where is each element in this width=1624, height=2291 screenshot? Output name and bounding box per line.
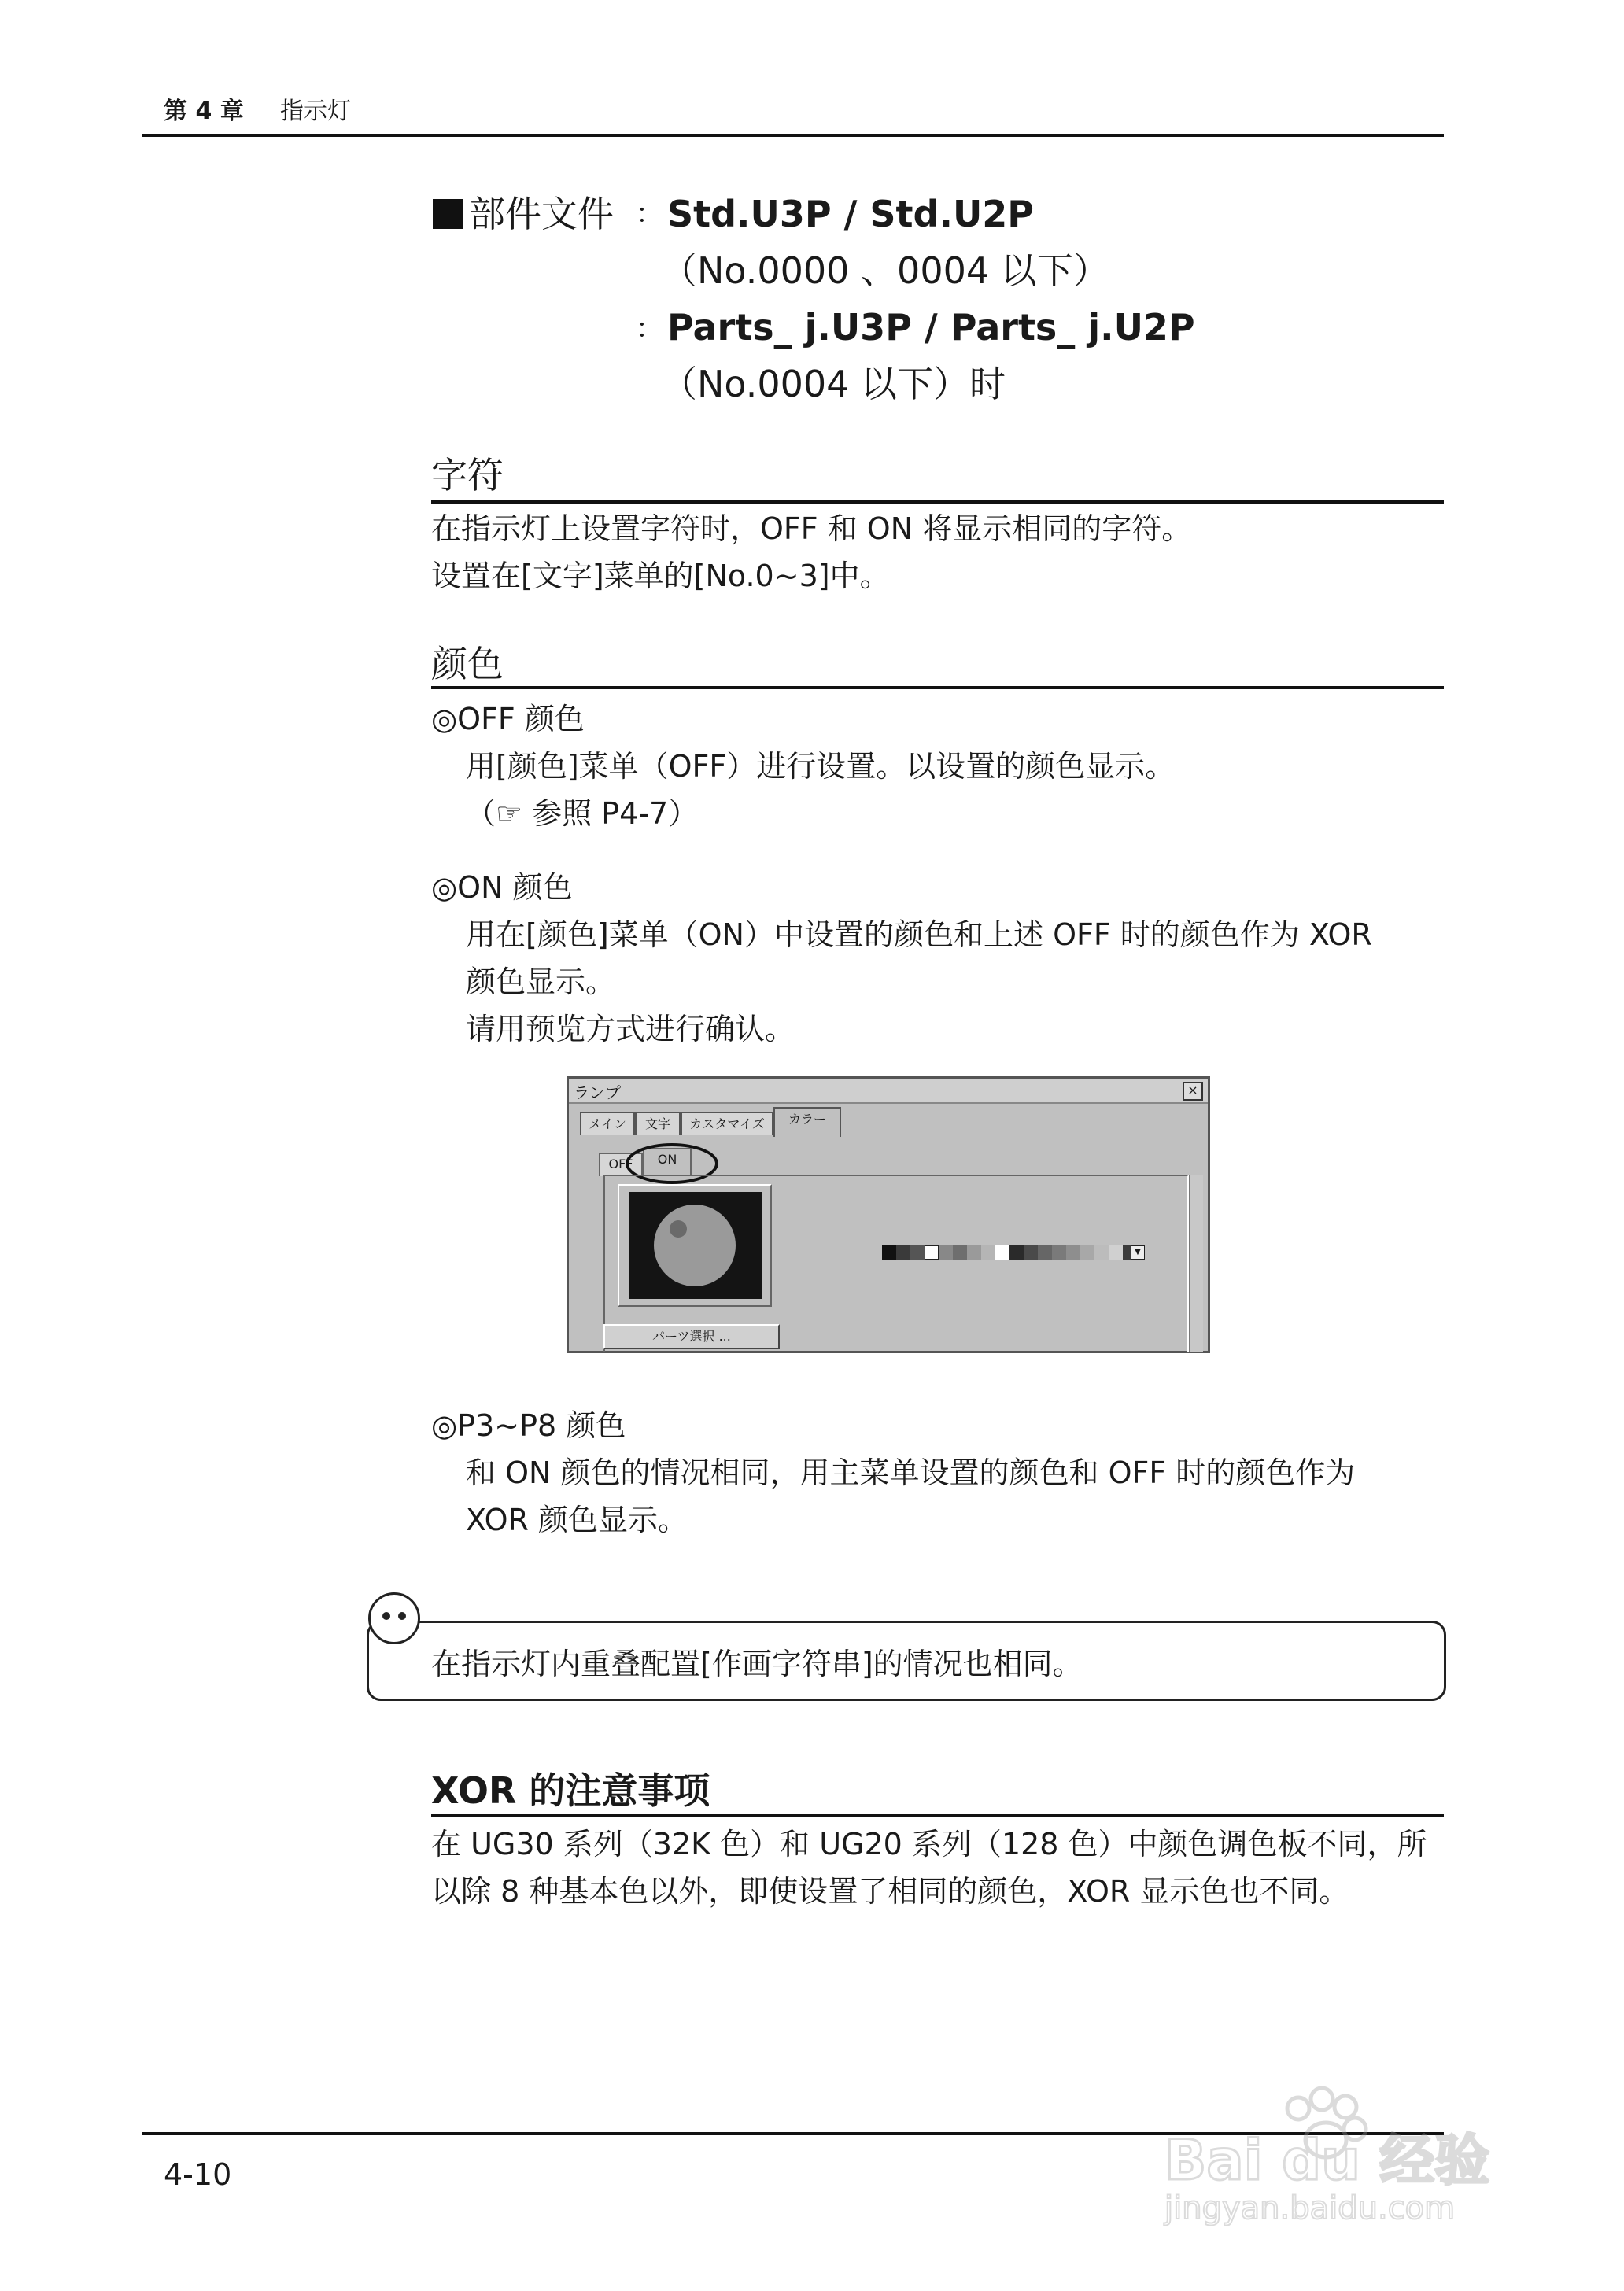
dialog-titlebar bbox=[569, 1079, 1208, 1104]
parts-file-line: （No.0000 、0004 以下） bbox=[661, 249, 1109, 292]
chapter-title: 指示灯 bbox=[280, 98, 351, 125]
section-rule bbox=[431, 500, 1444, 504]
parts-file-line: （No.0004 以下）时 bbox=[661, 363, 1006, 405]
palette-swatch[interactable] bbox=[910, 1245, 925, 1260]
palette-swatch[interactable] bbox=[995, 1245, 1009, 1260]
watermark-brand: Bai du 经验 bbox=[1164, 2128, 1490, 2193]
palette-swatch[interactable] bbox=[882, 1245, 896, 1260]
parts-file-colon: ： bbox=[636, 313, 663, 345]
paragraph-line: XOR 颜色显示。 bbox=[466, 1503, 688, 1537]
smiley-icon bbox=[368, 1592, 420, 1644]
palette-swatch[interactable] bbox=[896, 1245, 910, 1260]
parts-file-line: Parts_ j.U3P / Parts_ j.U2P bbox=[667, 306, 1195, 349]
paragraph-line: 在指示灯上设置字符时，OFF 和 ON 将显示相同的字符。 bbox=[431, 511, 1192, 546]
paragraph-line: 请用预览方式进行确认。 bbox=[466, 1012, 795, 1046]
paragraph-line: 以除 8 种基本色以外，即使设置了相同的颜色，XOR 显示色也不同。 bbox=[431, 1874, 1349, 1909]
chevron-down-icon[interactable]: ▼ bbox=[1131, 1245, 1145, 1260]
palette-swatch[interactable] bbox=[967, 1245, 981, 1260]
paragraph-line: 设置在[文字]菜单的[No.0~3]中。 bbox=[431, 559, 890, 593]
page-number: 4-10 bbox=[164, 2157, 232, 2192]
paragraph-line: 在 UG30 系列（32K 色）和 UG20 系列（128 色）中颜色调色板不同，所 bbox=[431, 1827, 1427, 1861]
section-title-xor: XOR 的注意事项 bbox=[431, 1769, 710, 1812]
paragraph-line: 用在[颜色]菜单（ON）中设置的颜色和上述 OFF 时的颜色作为 XOR bbox=[466, 917, 1372, 952]
paragraph-line: 用[颜色]菜单（OFF）进行设置。以设置的颜色显示。 bbox=[466, 749, 1176, 784]
subtab-off[interactable]: OFF bbox=[599, 1153, 643, 1176]
paragraph-line: 和 ON 颜色的情况相同，用主菜单设置的颜色和 OFF 时的颜色作为 bbox=[466, 1455, 1356, 1490]
palette-swatch[interactable] bbox=[925, 1245, 939, 1260]
palette-swatch[interactable] bbox=[1052, 1245, 1066, 1260]
dialog-title: ランプ bbox=[574, 1083, 621, 1102]
parts-file-line: Std.U3P / Std.U2P bbox=[667, 193, 1035, 235]
reference-line: （☞ 参照 P4-7） bbox=[466, 796, 699, 831]
off-color-heading: ◎OFF 颜色 bbox=[431, 702, 585, 736]
section-title-colors: 颜色 bbox=[431, 643, 504, 685]
scrollbar[interactable] bbox=[1189, 1175, 1203, 1352]
palette-swatch[interactable] bbox=[1094, 1245, 1109, 1260]
section-rule bbox=[431, 1814, 1444, 1817]
tab-color[interactable]: カラー bbox=[773, 1107, 841, 1137]
lamp-dialog-screenshot bbox=[567, 1076, 1210, 1353]
tab-customize[interactable]: カスタマイズ bbox=[681, 1112, 773, 1135]
palette-swatch[interactable] bbox=[939, 1245, 953, 1260]
parts-file-label bbox=[433, 186, 614, 242]
close-icon[interactable]: × bbox=[1183, 1082, 1203, 1101]
baidu-watermark-logo bbox=[1157, 2077, 1534, 2234]
palette-swatch[interactable] bbox=[1109, 1245, 1123, 1260]
palette-swatch[interactable] bbox=[1038, 1245, 1052, 1260]
parts-select-button[interactable]: パーツ選択 ... bbox=[603, 1324, 780, 1349]
paragraph-line: 颜色显示。 bbox=[466, 965, 616, 999]
parts-file-colon: ： bbox=[636, 198, 663, 230]
header-rule bbox=[142, 134, 1444, 137]
parts-file-label-text: 部件文件 bbox=[469, 193, 614, 235]
chapter-number: 第 4 章 bbox=[164, 98, 244, 125]
lamp-shape bbox=[654, 1205, 736, 1286]
subtab-on[interactable]: ON bbox=[643, 1148, 692, 1176]
square-bullet-icon bbox=[433, 199, 463, 229]
palette-swatch[interactable] bbox=[1066, 1245, 1080, 1260]
palette-swatch[interactable] bbox=[1080, 1245, 1094, 1260]
lamp-highlight bbox=[670, 1220, 687, 1238]
color-palette[interactable] bbox=[882, 1245, 1137, 1260]
on-color-heading: ◎ON 颜色 bbox=[431, 870, 573, 905]
palette-swatch[interactable] bbox=[1009, 1245, 1024, 1260]
section-title-characters: 字符 bbox=[431, 454, 504, 496]
tab-text[interactable]: 文字 bbox=[635, 1112, 681, 1135]
palette-swatch[interactable] bbox=[981, 1245, 995, 1260]
section-rule bbox=[431, 686, 1444, 689]
tab-main[interactable]: メイン bbox=[580, 1112, 635, 1135]
watermark-url: jingyan.baidu.com bbox=[1164, 2190, 1456, 2226]
palette-swatch[interactable] bbox=[1024, 1245, 1038, 1260]
palette-swatch[interactable] bbox=[953, 1245, 967, 1260]
p3-p8-color-heading: ◎P3~P8 颜色 bbox=[431, 1408, 626, 1443]
note-text: 在指示灯内重叠配置[作画字符串]的情况也相同。 bbox=[431, 1647, 1083, 1681]
